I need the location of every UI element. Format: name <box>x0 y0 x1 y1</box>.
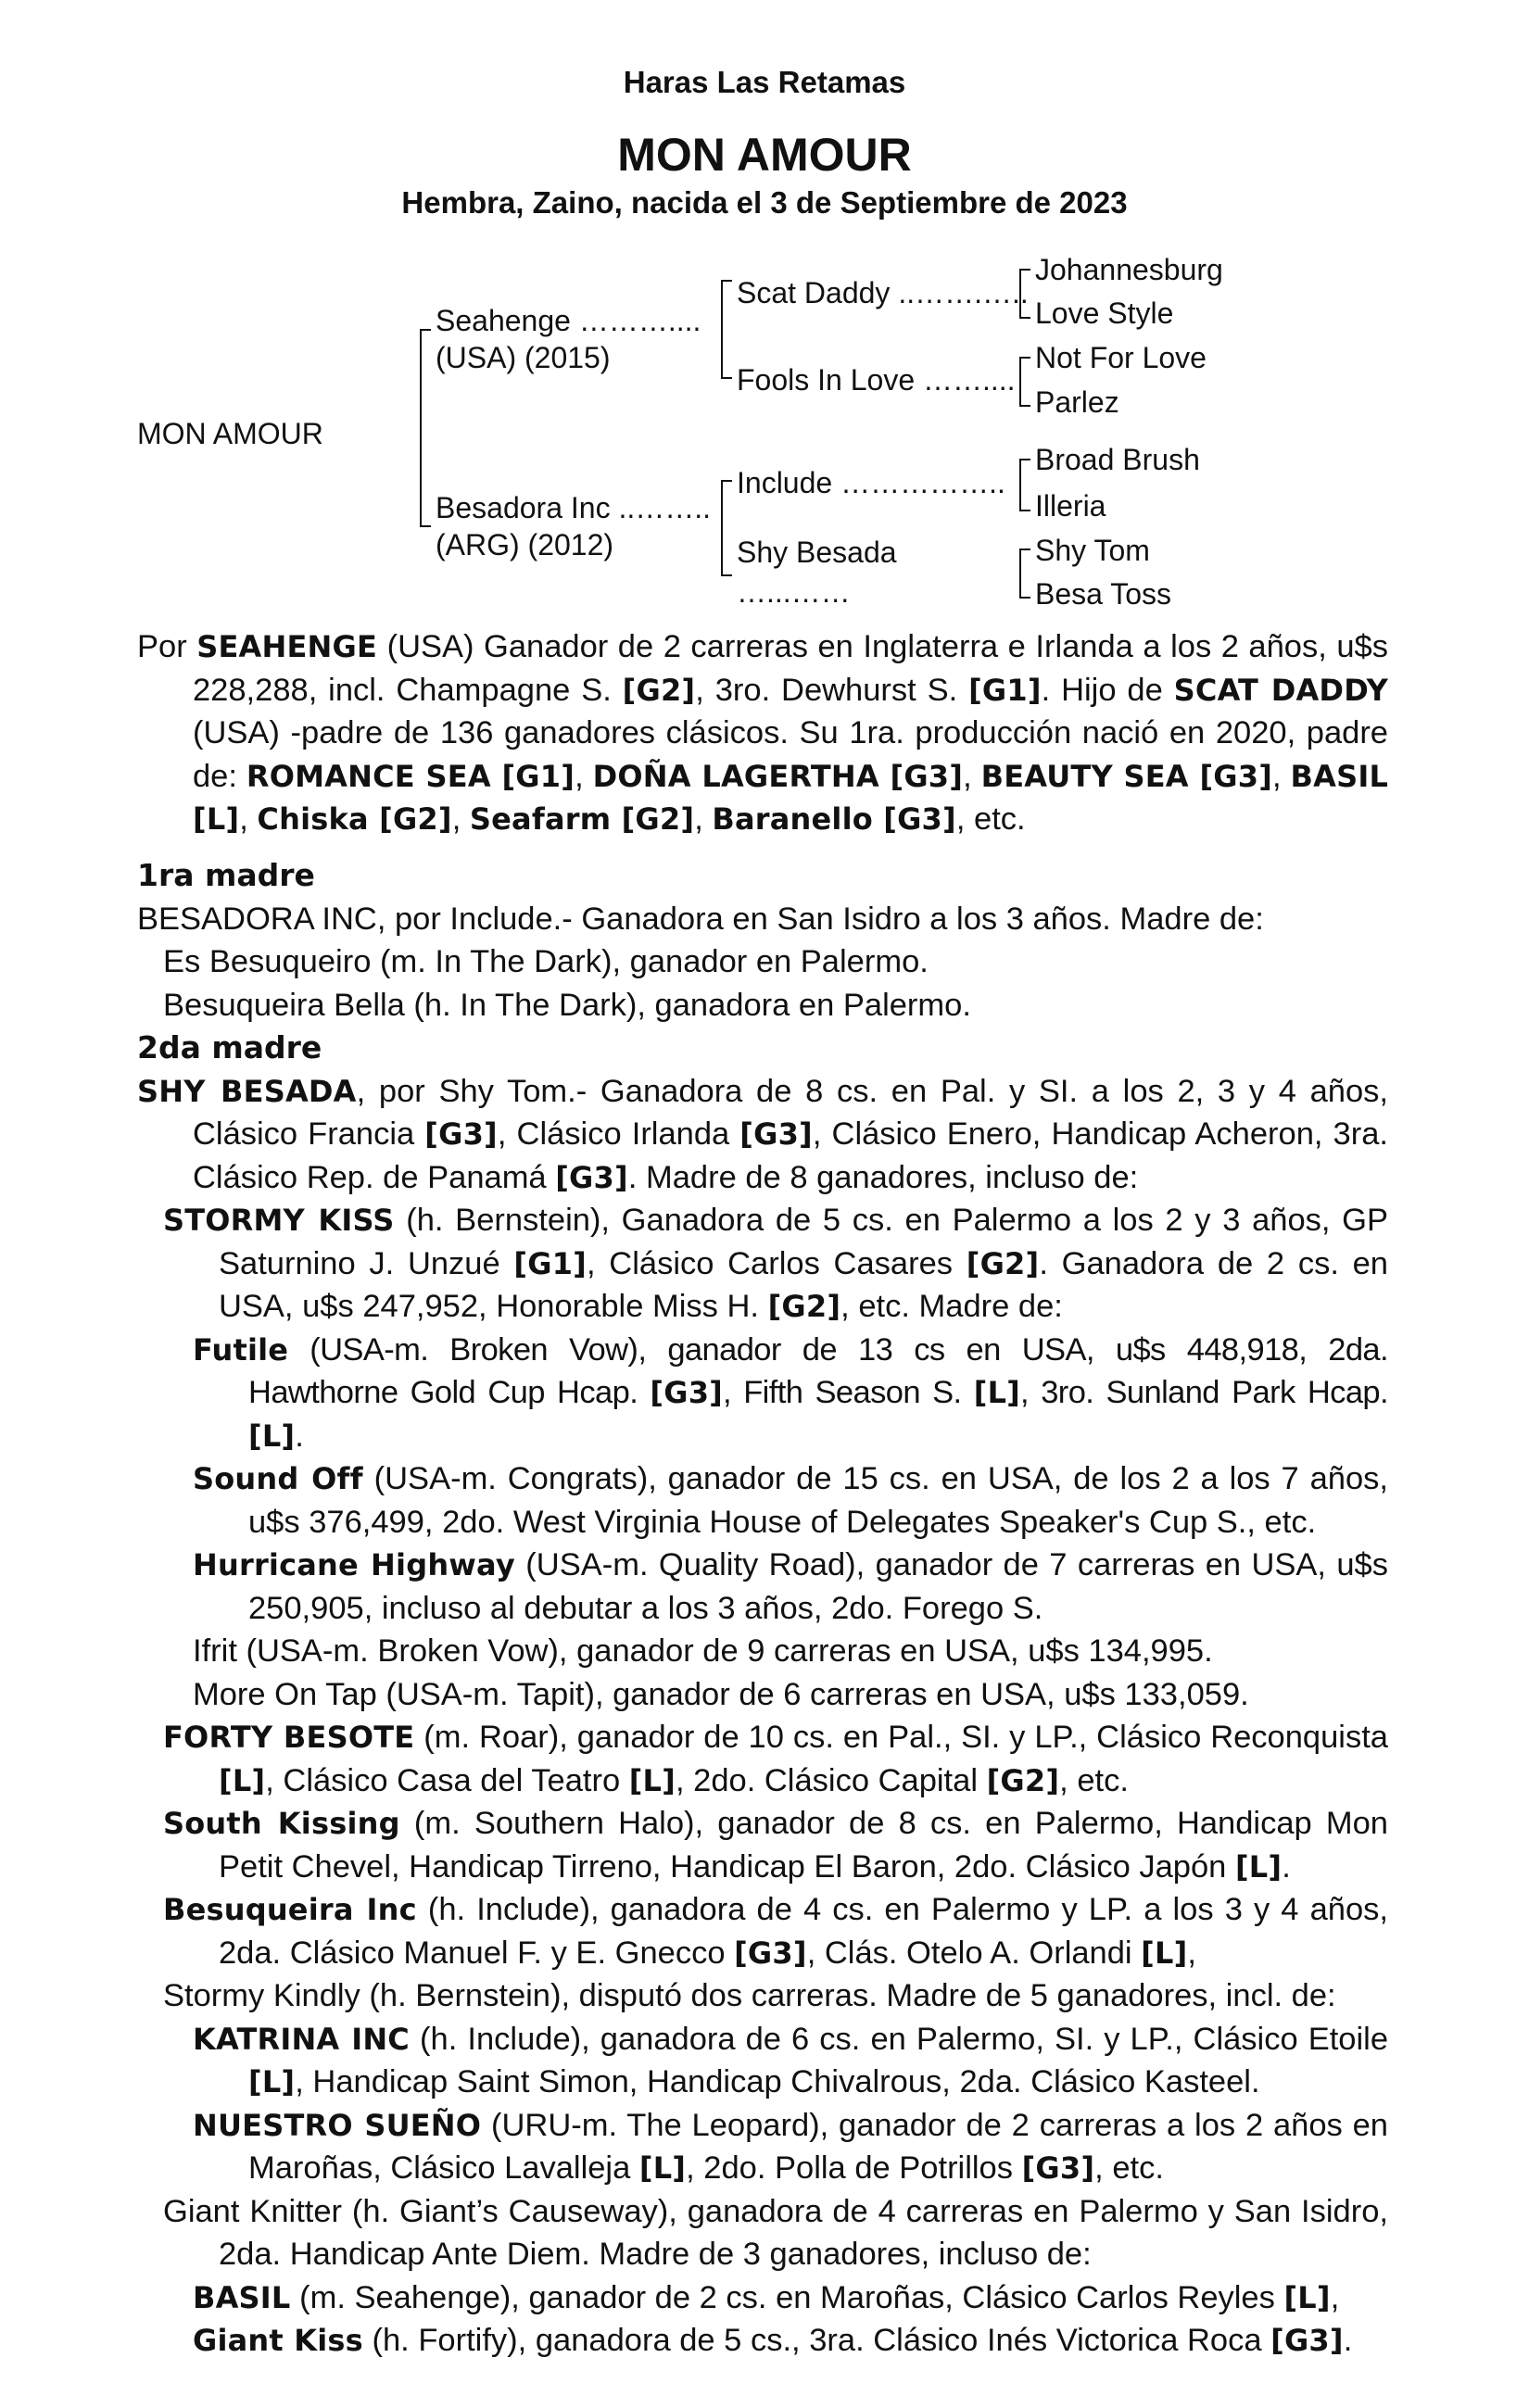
pedigree-sire: Seahenge ……….... <box>436 304 701 337</box>
text: (USA-m. Quality Road), ganador de 7 carreras en USA, u$s 250,905, incluso al debutar a los 3 años, 2do. Forego S. <box>248 1547 1388 1626</box>
text: , Clásico Enero, Handicap Acheron, 3ra. Clásico Rep. de Panamá <box>193 1116 1388 1195</box>
first-dam-produce-1: Es Besuqueiro (m. In The Dark), ganador en Palermo. <box>163 944 929 979</box>
text: , 3ro. Dewhurst S. <box>695 672 969 708</box>
second-dam-title: 2da madre <box>137 1029 322 1065</box>
horse-name: KATRINA INC <box>193 2021 410 2057</box>
horse-name: Hurricane Highway <box>193 1547 515 1582</box>
grade-badge: [L] <box>1141 1935 1188 1971</box>
offspring-name: DOÑA LAGERTHA [G3] <box>592 758 964 794</box>
text: , etc. <box>1094 2150 1164 2186</box>
grade-badge: [L] <box>1234 1848 1283 1885</box>
pedigree-dss: Broad Brush <box>1035 443 1200 476</box>
text: (USA-m. Broken Vow), ganador de 13 cs en USA, u$s 448,918, 2da. Hawthorne Gold Cup Hcap. <box>248 1331 1388 1410</box>
text: , etc. <box>955 801 1026 837</box>
basil-entry <box>193 2276 1388 2320</box>
text: . Ganadora de 2 cs. en USA, u$s 247,952, Honorable Miss H. <box>219 1245 1388 1324</box>
first-dam-main: BESADORA INC, por Include.- Ganadora en San Isidro a los 3 años. Madre de: <box>137 901 1264 937</box>
besuqueira-inc-entry <box>163 1888 1388 1974</box>
nuestro-sueno-entry <box>193 2104 1388 2190</box>
text: , <box>575 758 593 794</box>
katrina-inc-entry <box>193 2018 1388 2104</box>
stormy-kindly-entry: Stormy Kindly (h. Bernstein), disputó dos carreras. Madre de 5 ganadores, incl. de: <box>163 1978 1336 2013</box>
text: (h. Include), ganadora de 6 cs. en Palermo, SI. y LP., Clásico Etoile <box>410 2021 1389 2057</box>
more-on-tap-entry: More On Tap (USA-m. Tapit), ganador de 6 carreras en USA, u$s 133,059. <box>193 1676 1249 1712</box>
offspring-name: Chiska [G2] <box>257 801 452 837</box>
pedigree-dam: Besadora Inc ..…….. <box>436 491 712 524</box>
text: , Clásico Carlos Casares <box>587 1245 967 1281</box>
south-kissing-entry <box>163 1802 1388 1888</box>
pedigree-bracket-dd <box>1019 548 1030 599</box>
offspring-name: Baranello [G3] <box>712 801 956 837</box>
text: (USA) -padre de 136 ganadores clásicos. Su 1ra. producción nació en 2020, padre de: <box>193 715 1388 794</box>
grade-badge: [L] <box>628 1762 676 1798</box>
text: Por <box>137 629 197 664</box>
grandsire-name: SCAT DADDY <box>1173 672 1388 708</box>
ifrit-entry: Ifrit (USA-m. Broken Vow), ganador de 9 carreras en USA, u$s 134,995. <box>193 1633 1213 1669</box>
offspring-name: BASIL [L] <box>193 758 1389 837</box>
grade-badge: [G2] <box>622 672 696 708</box>
grade-badge: [G3] <box>650 1375 723 1410</box>
offspring-name: Seafarm [G2] <box>469 801 695 837</box>
text: . <box>1282 1848 1291 1885</box>
text: , 2do. Clásico Capital <box>675 1762 987 1798</box>
giant-kiss-entry <box>193 2319 1388 2363</box>
text: (m. Southern Halo), ganador de 8 cs. en Palermo, Handicap Mon Petit Chevel, Handicap Tirreno, Handicap El Baron, 2do. Clásico Japón <box>219 1806 1388 1885</box>
horse-name: South Kissing <box>163 1806 400 1841</box>
pedigree-bracket-dam <box>721 480 732 576</box>
pedigree-bracket-gen1 <box>420 329 431 527</box>
stormy-kiss-entry <box>163 1199 1388 1329</box>
pedigree-sss: Johannesburg <box>1035 253 1223 286</box>
text: , <box>963 758 981 794</box>
text: , <box>1187 1935 1197 1971</box>
text: (USA-m. Congrats), ganador de 15 cs. en USA, de los 2 a los 7 años, u$s 376,499, 2do. West Virginia House of Delegates Speaker's Cup S., etc. <box>248 1461 1388 1540</box>
horse-name: NUESTRO SUEÑO <box>193 2107 482 2143</box>
text: (h. Bernstein), Ganadora de 5 cs. en Palermo a los 2 y 3 años, GP Saturnino J. Unzué <box>219 1203 1388 1281</box>
horse-name: Futile <box>193 1331 289 1368</box>
text: (m. Seahenge), ganador de 2 cs. en Maroñas, Clásico Carlos Reyles <box>290 2279 1284 2315</box>
text: . Madre de 8 ganadores, incluso de: <box>627 1159 1139 1195</box>
text: (h. Fortify), ganadora de 5 cs., 3ra. Clásico Inés Victorica Roca <box>362 2323 1271 2358</box>
text: (m. Roar), ganador de 10 cs. en Pal., SI. y LP., Clásico Reconquista <box>414 1720 1388 1755</box>
pedigree-bracket-sd <box>1019 357 1030 407</box>
pedigree-bracket-ss <box>1019 269 1030 319</box>
text: , <box>694 801 713 837</box>
pedigree-dam-sire: Include …………….. <box>737 466 1005 499</box>
pedigree-sdd: Parlez <box>1035 385 1119 419</box>
text: (h. Include), ganadora de 4 cs. en Palermo y LP. a los 3 y 4 años, 2da. Clásico Manuel F. y E. Gnecco <box>219 1892 1388 1971</box>
grade-badge: [G2] <box>767 1289 841 1324</box>
text: , Handicap Saint Simon, Handicap Chivalrous, 2da. Clásico Kasteel. <box>295 2064 1260 2099</box>
text: , etc. Madre de: <box>840 1289 1063 1324</box>
pedigree-sds: Not For Love <box>1035 341 1207 374</box>
text: . <box>1343 2323 1353 2358</box>
pedigree-bracket-ds <box>1019 459 1030 511</box>
grade-badge: [G3] <box>1021 2150 1095 2186</box>
grade-badge: [G2] <box>966 1245 1040 1281</box>
pedigree-dam-origin: (ARG) (2012) <box>436 528 614 561</box>
first-dam-title: 1ra madre <box>137 857 315 893</box>
text: , <box>1272 758 1291 794</box>
text: , 2do. Polla de Potrillos <box>686 2150 1022 2186</box>
text: , <box>239 801 258 837</box>
offspring-name: BEAUTY SEA [G3] <box>980 758 1273 794</box>
horse-description: Hembra, Zaino, nacida el 3 de Septiembre de 2023 <box>401 185 1128 220</box>
horse-name: STORMY KISS <box>163 1203 395 1238</box>
pedigree-dds: Shy Tom <box>1035 534 1150 567</box>
farm-name: Haras Las Retamas <box>623 65 906 99</box>
text: . Hijo de <box>1041 672 1174 708</box>
sire-paragraph <box>137 625 1388 841</box>
giant-knitter-entry: Giant Knitter (h. Giant’s Causeway), ganadora de 4 carreras en Palermo y San Isidro, 2da. Handicap Ante Diem. Madre de 3 ganadores, incluso de: <box>163 2193 1388 2272</box>
horse-name: Besuqueira Inc <box>163 1892 417 1927</box>
text: , por Shy Tom.- Ganadora de 8 cs. en Pal. y SI. a los 2, 3 y 4 años, Clásico Francia <box>193 1073 1388 1152</box>
hurricane-highway-entry <box>193 1544 1388 1630</box>
horse-name: MON AMOUR <box>617 129 912 181</box>
text: , Clás. Otelo A. Orlandi <box>806 1935 1142 1971</box>
grade-badge: [G1] <box>968 672 1042 708</box>
sire-name: SEAHENGE <box>196 629 378 664</box>
pedigree-sire-dam: Fools In Love …….... <box>737 363 1016 397</box>
grade-badge: [L] <box>248 2064 296 2099</box>
grade-badge: [G1] <box>513 1245 587 1281</box>
horse-name: Sound Off <box>193 1461 363 1496</box>
text: , Clásico Casa del Teatro <box>265 1762 629 1798</box>
pedigree-dam-dam: Shy Besada <box>737 536 897 569</box>
pedigree-bracket-sire <box>721 280 732 379</box>
text: . <box>295 1418 304 1454</box>
pedigree-sire-sire: Scat Daddy ..…….….. <box>737 276 1029 309</box>
grade-badge: [G2] <box>986 1762 1060 1798</box>
text: , <box>1330 2279 1340 2315</box>
first-dam-produce-2: Besuqueira Bella (h. In The Dark), ganadora en Palermo. <box>163 987 971 1023</box>
text: , Fifth Season S. <box>723 1375 974 1410</box>
grade-badge: [G3] <box>424 1116 498 1152</box>
forty-besote-entry <box>163 1716 1388 1802</box>
horse-name: Giant Kiss <box>193 2323 363 2358</box>
text: , <box>451 801 470 837</box>
grade-badge: [G3] <box>555 1159 628 1195</box>
grade-badge: [G3] <box>734 1935 807 1971</box>
pedigree-dsd: Illeria <box>1035 489 1106 523</box>
grade-badge: [G3] <box>739 1116 813 1152</box>
grade-badge: [L] <box>1283 2279 1331 2315</box>
grade-badge: [L] <box>219 1762 266 1798</box>
text: , Clásico Irlanda <box>497 1116 740 1152</box>
sire-section <box>137 625 1388 841</box>
horse-name: SHY BESADA <box>137 1073 357 1109</box>
text: , 3ro. Sunland Park Hcap. <box>1020 1375 1388 1410</box>
pedigree-dam-dam-dots: …...…… <box>737 575 851 609</box>
text: (USA) Ganador de 2 carreras en Inglaterra e Irlanda a los 2 años, u$s 228,288, incl. Champagne S. <box>193 629 1388 708</box>
sound-off-entry <box>193 1457 1388 1544</box>
grade-badge: [L] <box>973 1375 1021 1410</box>
pedigree-ddd: Besa Toss <box>1035 577 1172 611</box>
grade-badge: [G3] <box>1270 2323 1344 2358</box>
grade-badge: [L] <box>248 1418 296 1454</box>
futile-entry <box>193 1329 1388 1458</box>
shy-besada-entry <box>137 1070 1388 1200</box>
grade-badge: [L] <box>638 2150 687 2186</box>
first-dam-section <box>137 854 1388 1027</box>
horse-name: FORTY BESOTE <box>163 1720 415 1755</box>
second-dam-section <box>137 1027 1388 2363</box>
pedigree-ssd: Love Style <box>1035 296 1174 330</box>
text: , etc. <box>1059 1762 1129 1798</box>
horse-name: BASIL <box>193 2279 291 2315</box>
offspring-name: ROMANCE SEA [G1] <box>246 758 575 794</box>
text: (URU-m. The Leopard), ganador de 2 carreras a los 2 años en Maroñas, Clásico Lavalleja <box>248 2107 1388 2186</box>
pedigree-subject: MON AMOUR <box>137 417 323 450</box>
pedigree-sire-origin: (USA) (2015) <box>436 341 611 374</box>
